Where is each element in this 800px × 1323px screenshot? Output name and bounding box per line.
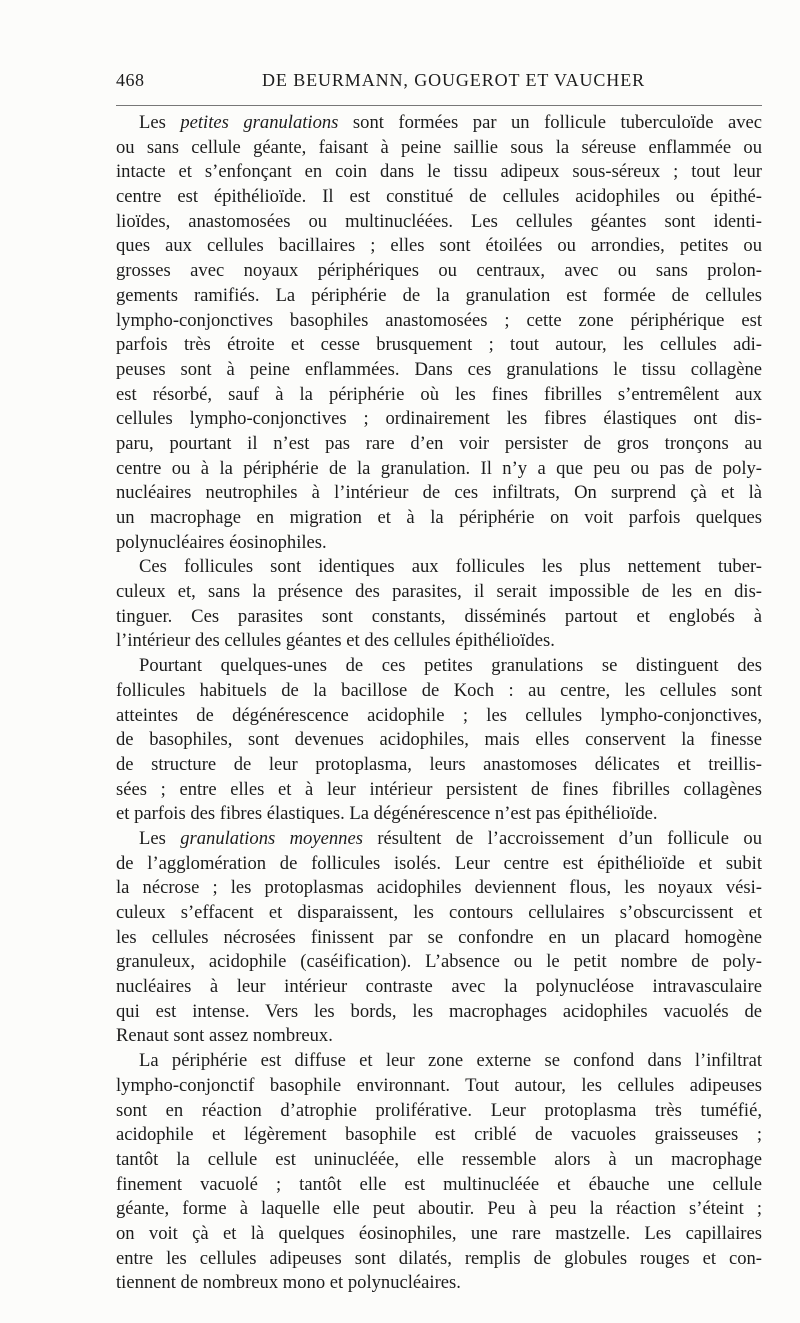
text-line: sées ; entre elles et à leur intérieur persistent de fines fibrilles collagènes [116, 778, 762, 800]
paragraph [116, 827, 762, 1049]
text-line: peuses sont à peine enflammées. Dans ces granulations le tissu collagène [116, 358, 762, 380]
text-line: la nécrose ; les protoplasmas acidophiles deviennent flous, les noyaux vési- [116, 877, 762, 899]
text-line: follicules habituels de la bacillose de Koch : au centre, les cellules sont [116, 679, 762, 701]
text-line: tiennent de nombreux mono et polynucléaires. [116, 1272, 461, 1294]
text-line: Pourtant quelques-unes de ces petites granulations se distinguent des [139, 655, 762, 677]
text-line: finement vacuolé ; tantôt elle est multinucléée et ébauche une cellule [116, 1173, 762, 1195]
text-line: lioïdes, anastomosées ou multinucléées. Les cellules géantes sont identi- [116, 210, 762, 232]
text-run: résultent de l’accroissement d’un follicule ou [362, 827, 763, 849]
text-line: polynucléaires éosinophiles. [116, 531, 327, 553]
text-line: culeux et, sans la présence des parasites, il serait impossible de les en dis- [116, 581, 762, 603]
text-line: ques aux cellules bacillaires ; elles sont étoilées ou arrondies, petites ou [116, 235, 762, 257]
text-line: tinguer. Ces parasites sont constants, disséminés partout et englobés à [116, 605, 762, 627]
text-line: parfois très étroite et cesse brusquement ; tout autour, les cellules adi- [116, 334, 762, 356]
text-line: les cellules nécrosées finissent par se confondre en un placard homogène [116, 926, 762, 948]
header-rule [116, 105, 762, 106]
italic-term: petites granulations [180, 112, 339, 133]
paragraph [116, 555, 762, 654]
text-line: sont en réaction d’atrophie proliférative. Leur protoplasma très tuméfié, [116, 1099, 762, 1121]
paragraph [116, 654, 762, 827]
body-text [116, 111, 762, 1296]
text-line: de structure de leur protoplasma, leurs anastomoses délicates et treillis- [116, 753, 762, 775]
text-line: Ces follicules sont identiques aux follicules les plus nettement tuber- [139, 556, 762, 578]
page-header [116, 66, 762, 100]
page-number: 468 [116, 70, 145, 90]
text-line: un macrophage en migration et à la périphérie on voit parfois quelques [116, 507, 762, 528]
running-head: DE BEURMANN, GOUGEROT ET VAUCHER [262, 70, 645, 90]
text-line: géante, forme à laquelle elle peut aboutir. Peu à peu la réaction s’éteint ; [116, 1198, 762, 1220]
text-line: cellules lympho-conjonctives ; ordinairement les fibres élastiques ont dis- [116, 408, 762, 430]
text-run: Les [139, 112, 181, 133]
text-line: centre ou à la périphérie de la granulation. Il n’y a que peu ou pas de poly- [116, 457, 762, 479]
text-line: lympho-conjonctif basophile environnant. Tout autour, les cellules adipeuses [116, 1074, 762, 1096]
text-line [116, 111, 762, 136]
text-line: centre est épithélioïde. Il est constitué de cellules acidophiles ou épithé- [116, 186, 762, 208]
text-line: lympho-conjonctives basophiles anastomosées ; cette zone périphérique est [116, 309, 762, 331]
italic-term: granulations moyennes [180, 827, 363, 849]
text-line: La périphérie est diffuse et leur zone externe se confond dans l’infiltrat [139, 1050, 762, 1072]
text-run: sont formées par un follicule tuberculoïde avec [338, 112, 763, 133]
text-line: l’intérieur des cellules géantes et des cellules épithélioïdes. [116, 630, 555, 652]
text-line: tantôt la cellule est uninucléée, elle ressemble alors à un macrophage [116, 1148, 762, 1170]
text-line: de basophiles, sont devenues acidophiles, mais elles conservent la finesse [116, 729, 762, 751]
text-line: atteintes de dégénérescence acidophile ; les cellules lympho-conjonctives, [116, 704, 762, 726]
text-line: ou sans cellule géante, faisant à peine saillie sous la séreuse enflammée ou [116, 136, 762, 158]
text-line: culeux s’effacent et disparaissent, les contours cellulaires s’obscurcissent et [116, 902, 762, 923]
text-line: on voit çà et là quelques éosinophiles, une rare mastzelle. Les capillaires [116, 1222, 762, 1244]
text-line: nucléaires neutrophiles à l’intérieur de ces infiltrats, On surprend çà et là [116, 482, 762, 504]
text-line: gements ramifiés. La périphérie de la granulation est formée de cellules [116, 284, 762, 306]
paragraph [116, 111, 762, 555]
text-line: est résorbé, sauf à la périphérie où les fines fibrilles s’entremêlent aux [116, 383, 762, 405]
text-line: granuleux, acidophile (caséification). L’absence ou le petit nombre de poly- [116, 951, 762, 973]
text-line: qui est intense. Vers les bords, les macrophages acidophiles vacuolés de [116, 1000, 762, 1022]
text-line: paru, pourtant il n’est pas rare d’en voir persister de gros tronçons au [116, 432, 762, 454]
text-line: de l’agglomération de follicules isolés. Leur centre est épithélioïde et subit [116, 852, 762, 874]
text-line: et parfois des fibres élastiques. La dégénérescence n’est pas épithélioïde. [116, 803, 658, 825]
text-line: acidophile et légèrement basophile est criblé de vacuoles graisseuses ; [116, 1124, 762, 1146]
text-run: Les [139, 827, 181, 849]
text-line: nucléaires à leur intérieur contraste avec la polynucléose intravasculaire [116, 976, 762, 998]
text-line: grosses avec noyaux périphériques ou centraux, avec ou sans prolon- [116, 260, 762, 282]
text-line: entre les cellules adipeuses sont dilatés, remplis de globules rouges et con- [116, 1247, 762, 1269]
paragraph [116, 1049, 762, 1296]
text-line: intacte et s’enfonçant en coin dans le tissu adipeux sous-séreux ; tout leur [116, 161, 762, 183]
text-line: Renaut sont assez nombreux. [116, 1025, 333, 1047]
text-line [116, 827, 762, 852]
